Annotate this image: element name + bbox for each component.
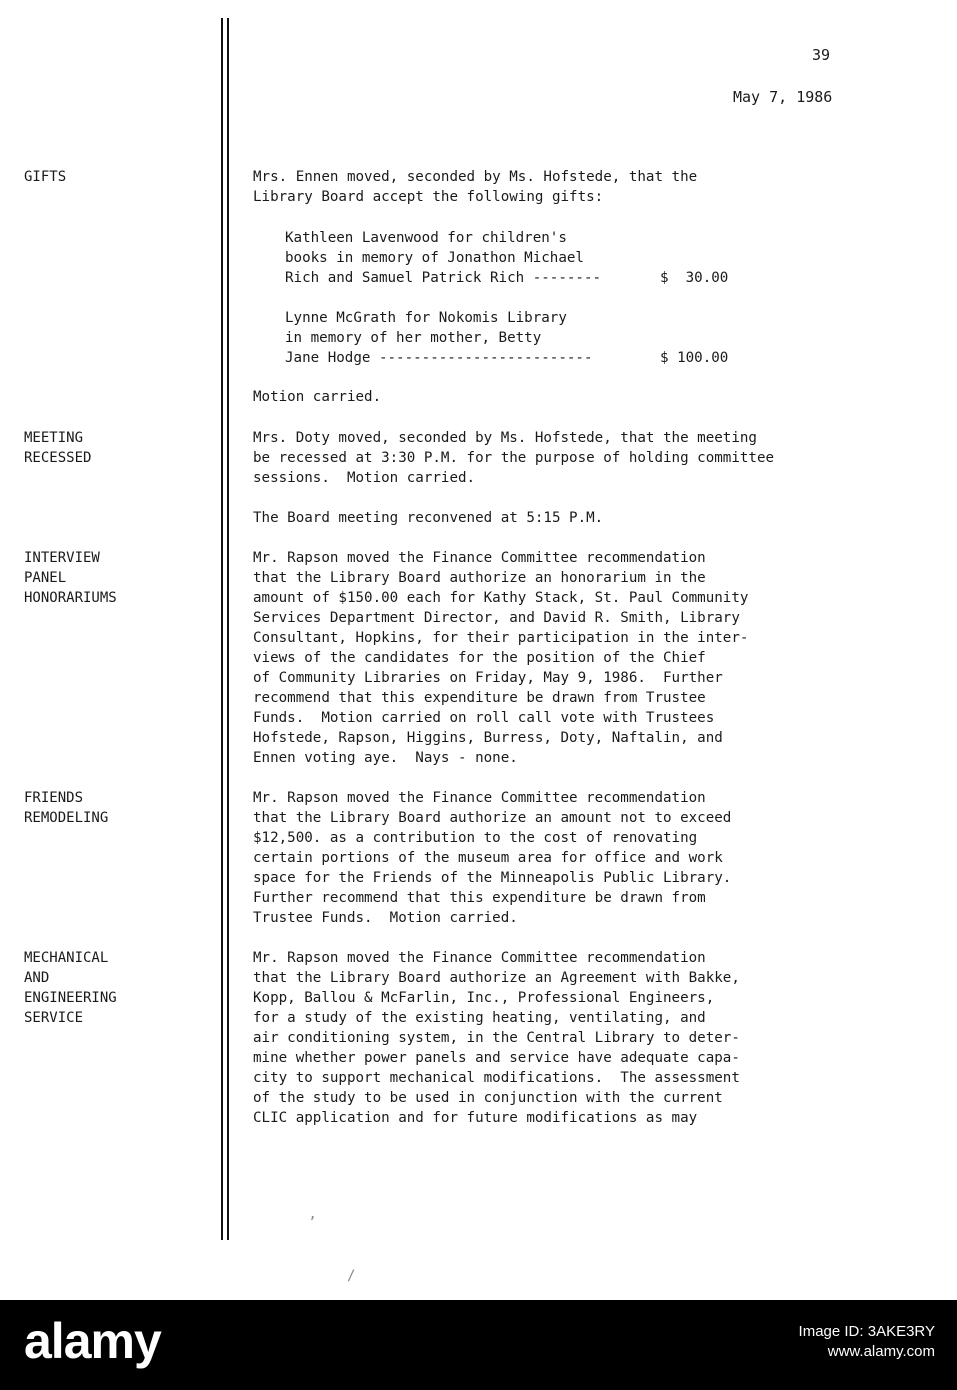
watermark-logo: alamy xyxy=(24,1313,161,1369)
gift-entry-lavenwood: Kathleen Lavenwood for children's books in memory of Jonathon Michael Rich and Samuel Patrick Rich -------- xyxy=(285,230,602,286)
reconvened-note: The Board meeting reconvened at 5:15 P.M. xyxy=(253,510,604,526)
stray-mark: / xyxy=(347,1268,356,1284)
heading-mechanical-engineering-service: MECHANICAL AND ENGINEERING SERVICE xyxy=(24,950,117,1026)
gifts-motion-text: Mrs. Ennen moved, seconded by Ms. Hofstede, that the Library Board accept the following gifts: xyxy=(253,169,698,205)
engineering-motion-text: Mr. Rapson moved the Finance Committee recommendation that the Library Board authorize an Agreement with Bakke, Kopp, Ballou & McFarlin, Inc., Professional Engineers, for a study of the existing heating, ventilating, and air conditioning system, in the Central Library to deter- mine whether power panels and service have adequate capa- city to support mechanical modifications. The assessment of the study to be used in conjunction with the current CLIC application and for future modifications as may xyxy=(253,950,740,1126)
heading-gifts: GIFTS xyxy=(24,169,67,185)
gift-amount-mcgrath: $ 100.00 xyxy=(660,350,729,366)
remodeling-motion-text: Mr. Rapson moved the Finance Committee recommendation that the Library Board authorize an amount not to exceed $12,500. as a contribution to the cost of renovating certain portions of the museum area for office and work space for the Friends of the Minneapolis Public Library. Further recommend that this expenditure be drawn from Trustee Funds. Motion carried. xyxy=(253,790,732,926)
recess-motion-text: Mrs. Doty moved, seconded by Ms. Hofstede, that the meeting be recessed at 3:30 P.M. for the purpose of holding committee sessions. Motion carried. xyxy=(253,430,775,486)
watermark-info xyxy=(799,1322,935,1362)
site-url: www.alamy.com xyxy=(827,1343,935,1360)
margin-rule-left xyxy=(221,18,223,1240)
heading-interview-panel-honorariums: INTERVIEW PANEL HONORARIUMS xyxy=(24,550,117,606)
margin-rule-right xyxy=(227,18,229,1240)
heading-friends-remodeling: FRIENDS REMODELING xyxy=(24,790,109,826)
heading-meeting-recessed: MEETING RECESSED xyxy=(24,430,92,466)
stray-mark: ’ xyxy=(308,1215,317,1231)
image-id-label: Image ID: 3AKE3RY xyxy=(798,1323,935,1340)
page-date: May 7, 1986 xyxy=(733,88,833,106)
gift-entry-mcgrath: Lynne McGrath for Nokomis Library in memory of her mother, Betty Jane Hodge ------------------------- xyxy=(285,310,593,366)
honorarium-motion-text: Mr. Rapson moved the Finance Committee recommendation that the Library Board authorize an honorarium in the amount of $150.00 each for Kathy Stack, St. Paul Community Services Department Director, and David R. Smith, Library Consultant, Hopkins, for their participation in the inter- views of the candidates for the position of the Chief of Community Libraries on Friday, May 9, 1986. Further recommend that this expenditure be drawn from Trustee Funds. Motion carried on roll call vote with Trustees Hofstede, Rapson, Higgins, Burress, Doty, Naftalin, and Ennen voting aye. Nays - none. xyxy=(253,550,749,766)
page-number: 39 xyxy=(812,46,831,64)
gift-amount-lavenwood: $ 30.00 xyxy=(660,270,729,286)
gifts-motion-carried: Motion carried. xyxy=(253,389,382,405)
